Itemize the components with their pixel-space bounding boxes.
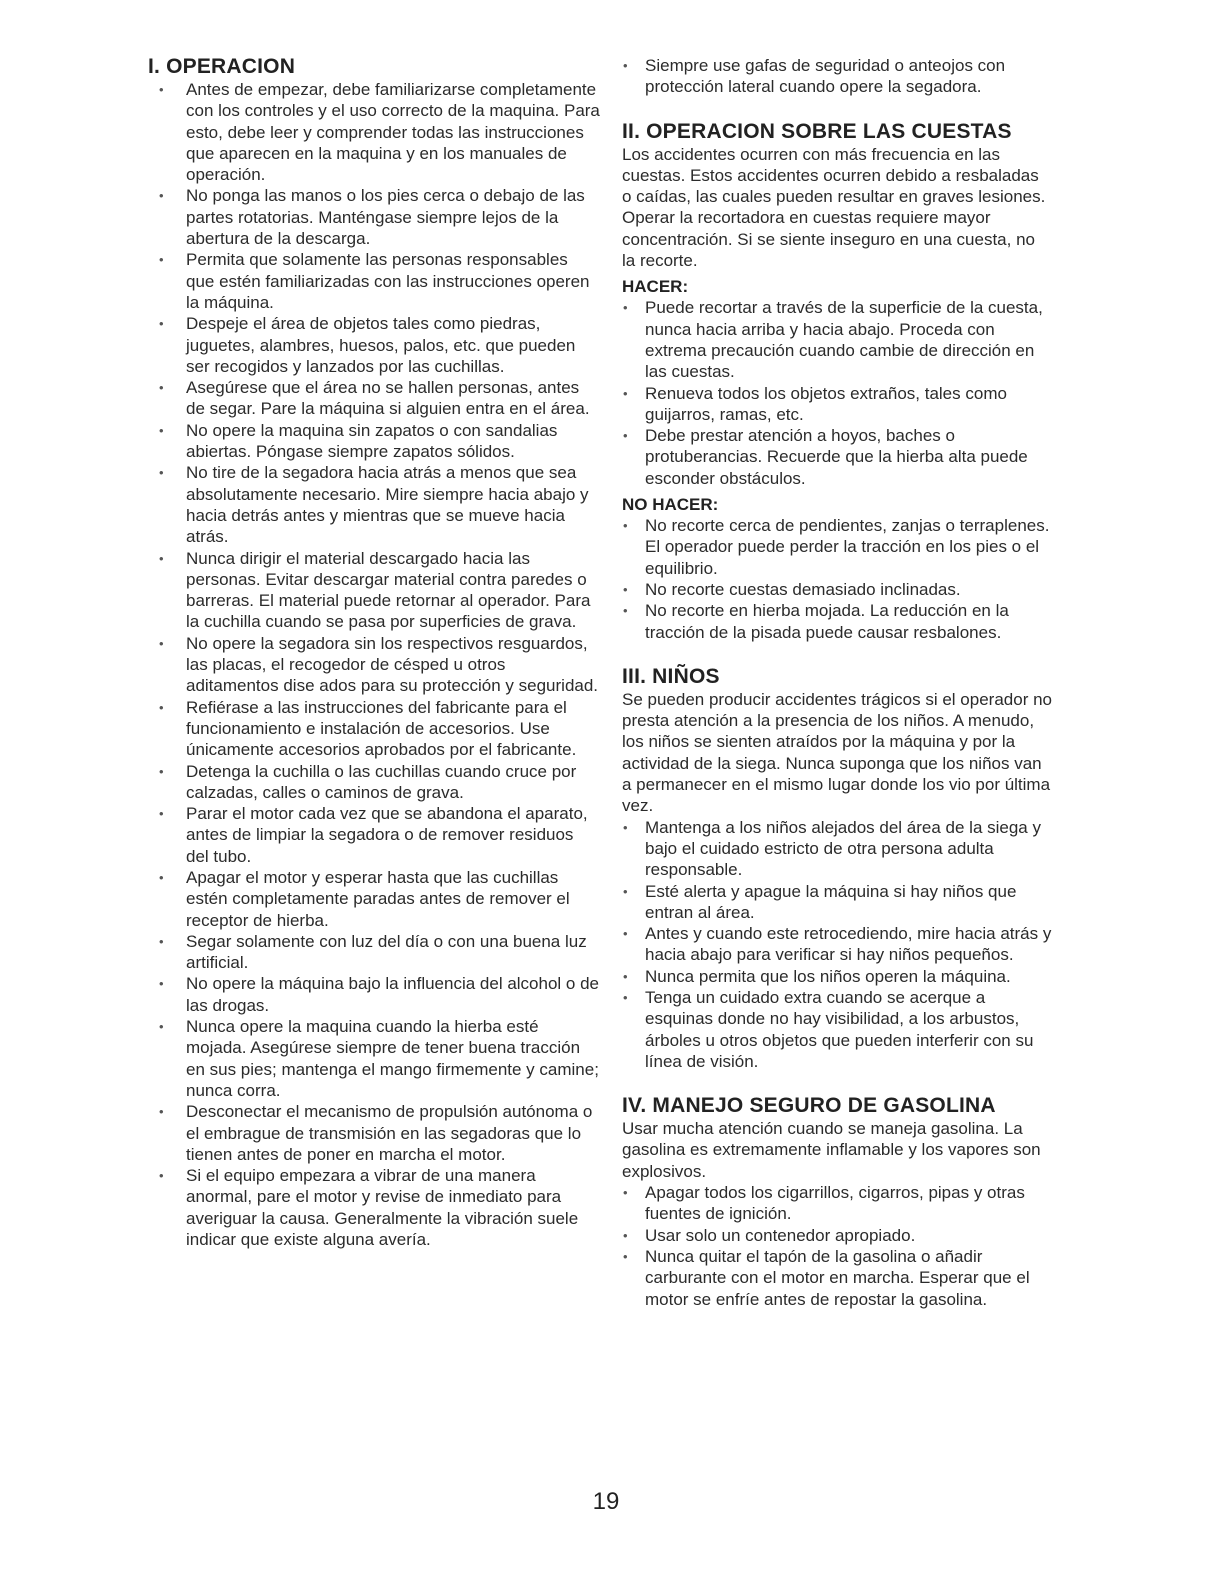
hacer-label: HACER:: [622, 277, 689, 297]
cuestas-intro: Los accidentes ocurren con más frecuencia en las cuestas. Estos accidentes ocurren debido a resbaladas o caídas, las cuales pueden resultar en graves lesiones. Operar la recortadora en cuestas requiere mayor concentración. Si se siente inseguro en una cuesta, no la recorte.: [622, 144, 1046, 271]
list-item: • Refiérase a las instrucciones del fabricante para el funcionamiento e instalación de accesorios. Use únicamente accesorios aprobados por el fabricante.: [148, 697, 600, 761]
list-item: • Usar solo un contenedor apropiado.: [622, 1225, 1052, 1246]
list-item: • Detenga la cuchilla o las cuchillas cuando cruce por calzadas, calles o caminos de grava.: [148, 761, 600, 804]
section-heading-cuestas: II. OPERACION SOBRE LAS CUESTAS: [622, 119, 1012, 143]
section-heading-ninos: III. NIÑOS: [622, 664, 720, 688]
gasolina-intro: Usar mucha atención cuando se maneja gasolina. La gasolina es extremamente inflamable y los vapores son explosivos.: [622, 1119, 1041, 1181]
no-hacer-list: [622, 515, 1052, 643]
list-item: • Nunca opere la maquina cuando la hierba esté mojada. Asegúrese siempre de tener buena tracción en sus pies; mantenga el mango firmemente y camine; nunca corra.: [148, 1016, 600, 1101]
list-item: • Antes de empezar, debe familiarizarse completamente con los controles y el uso correcto de la maquina. Para esto, debe leer y comprender todas las instrucciones que aparecen en la maquina y en los manuales de operación.: [148, 79, 600, 185]
left-column: [148, 55, 600, 1250]
operacion-list: [148, 79, 600, 1250]
no-hacer-label: NO HACER:: [622, 495, 719, 515]
list-item: • Despeje el área de objetos tales como piedras, juguetes, alambres, huesos, palos, etc. que pueden ser recogidos y lanzados por las cuchillas.: [148, 313, 600, 377]
list-item: • Esté alerta y apague la máquina si hay niños que entran al área.: [622, 881, 1052, 924]
list-item: • No recorte en hierba mojada. La reducción en la tracción de la pisada puede causar resbalones.: [622, 600, 1052, 643]
list-item: • Puede recortar a través de la superficie de la cuesta, nunca hacia arriba y hacia abajo. Proceda con extrema precaución cuando cambie de dirección en las cuestas.: [622, 297, 1052, 382]
list-item: • Asegúrese que el área no se hallen personas, antes de segar. Pare la máquina si alguien entra en el área.: [148, 377, 600, 420]
list-item: • Mantenga a los niños alejados del área de la siega y bajo el cuidado estricto de otra persona adulta responsable.: [622, 817, 1052, 881]
list-item: • Desconectar el mecanismo de propulsión autónoma o el embrague de transmisión en las segadoras que lo tienen antes de poner en marcha el motor.: [148, 1101, 600, 1165]
ninos-list: [622, 817, 1052, 1073]
list-item: • Tenga un cuidado extra cuando se acerque a esquinas donde no hay visibilidad, a los arbustos, árboles u otros objetos que pueden interferir con su línea de visión.: [622, 987, 1052, 1072]
list-item: • Si el equipo empezara a vibrar de una manera anormal, pare el motor y revise de inmediato para averiguar la causa. Generalmente la vibración suele indicar que existe alguna avería.: [148, 1165, 600, 1250]
gasolina-list: [622, 1182, 1052, 1310]
section-heading-gasolina: IV. MANEJO SEGURO DE GASOLINA: [622, 1094, 996, 1118]
list-item: • Nunca permita que los niños operen la máquina.: [622, 966, 1052, 987]
section-heading-operacion: I. OPERACION: [148, 55, 296, 78]
list-item: • Apagar el motor y esperar hasta que las cuchillas estén completamente paradas antes de remover el receptor de hierba.: [148, 867, 600, 931]
list-item: • No ponga las manos o los pies cerca o debajo de las partes rotatorias. Manténgase siempre lejos de la abertura de la descarga.: [148, 185, 600, 249]
list-item: • No tire de la segadora hacia atrás a menos que sea absolutamente necesario. Mire siempre hacia abajo y hacia detrás antes y mientras que se mueve hacia atrás.: [148, 462, 600, 547]
list-item: • No recorte cuestas demasiado inclinadas.: [622, 579, 1052, 600]
list-item: • No recorte cerca de pendientes, zanjas o terraplenes. El operador puede perder la tracción en los pies o el equilibrio.: [622, 515, 1052, 579]
page-number: 19: [592, 1488, 620, 1515]
top-list: [622, 55, 1052, 98]
right-column: [622, 55, 1052, 1310]
hacer-list: [622, 297, 1052, 489]
list-item: • Renueva todos los objetos extraños, tales como guijarros, ramas, etc.: [622, 383, 1052, 426]
list-item: • Segar solamente con luz del día o con una buena luz artificial.: [148, 931, 600, 974]
list-item: • Apagar todos los cigarrillos, cigarros, pipas y otras fuentes de ignición.: [622, 1182, 1052, 1225]
list-item: • Parar el motor cada vez que se abandona el aparato, antes de limpiar la segadora o de remover residuos del tubo.: [148, 803, 600, 867]
ninos-intro: Se pueden producir accidentes trágicos si el operador no presta atención a la presencia de los niños. A menudo, los niños se sienten atraídos por la máquina y por la actividad de la siega. Nunca suponga que los niños van a permanecer en el mismo lugar donde los vio por última vez.: [622, 689, 1052, 816]
list-item: • Nunca dirigir el material descargado hacia las personas. Evitar descargar material contra paredes o barreras. El material puede retornar al operador. Para la cuchilla cuando se pasa por superficies de grava.: [148, 548, 600, 633]
list-item: • No opere la maquina sin zapatos o con sandalias abiertas. Póngase siempre zapatos sólidos.: [148, 420, 600, 463]
list-item: • Permita que solamente las personas responsables que estén familiarizadas con las instrucciones operen la máquina.: [148, 249, 600, 313]
list-item: • Nunca quitar el tapón de la gasolina o añadir carburante con el motor en marcha. Esperar que el motor se enfríe antes de repostar la gasolina.: [622, 1246, 1052, 1310]
list-item: • Debe prestar atención a hoyos, baches o protuberancias. Recuerde que la hierba alta puede esconder obstáculos.: [622, 425, 1052, 489]
list-item: • No opere la máquina bajo la influencia del alcohol o de las drogas.: [148, 973, 600, 1016]
list-item: • Siempre use gafas de seguridad o anteojos con protección lateral cuando opere la segadora.: [622, 55, 1052, 98]
list-item: • Antes y cuando este retrocediendo, mire hacia atrás y hacia abajo para verificar si hay niños pequeños.: [622, 923, 1052, 966]
list-item: • No opere la segadora sin los respectivos resguardos, las placas, el recogedor de césped u otros aditamentos dise ados para su protección y seguridad.: [148, 633, 600, 697]
